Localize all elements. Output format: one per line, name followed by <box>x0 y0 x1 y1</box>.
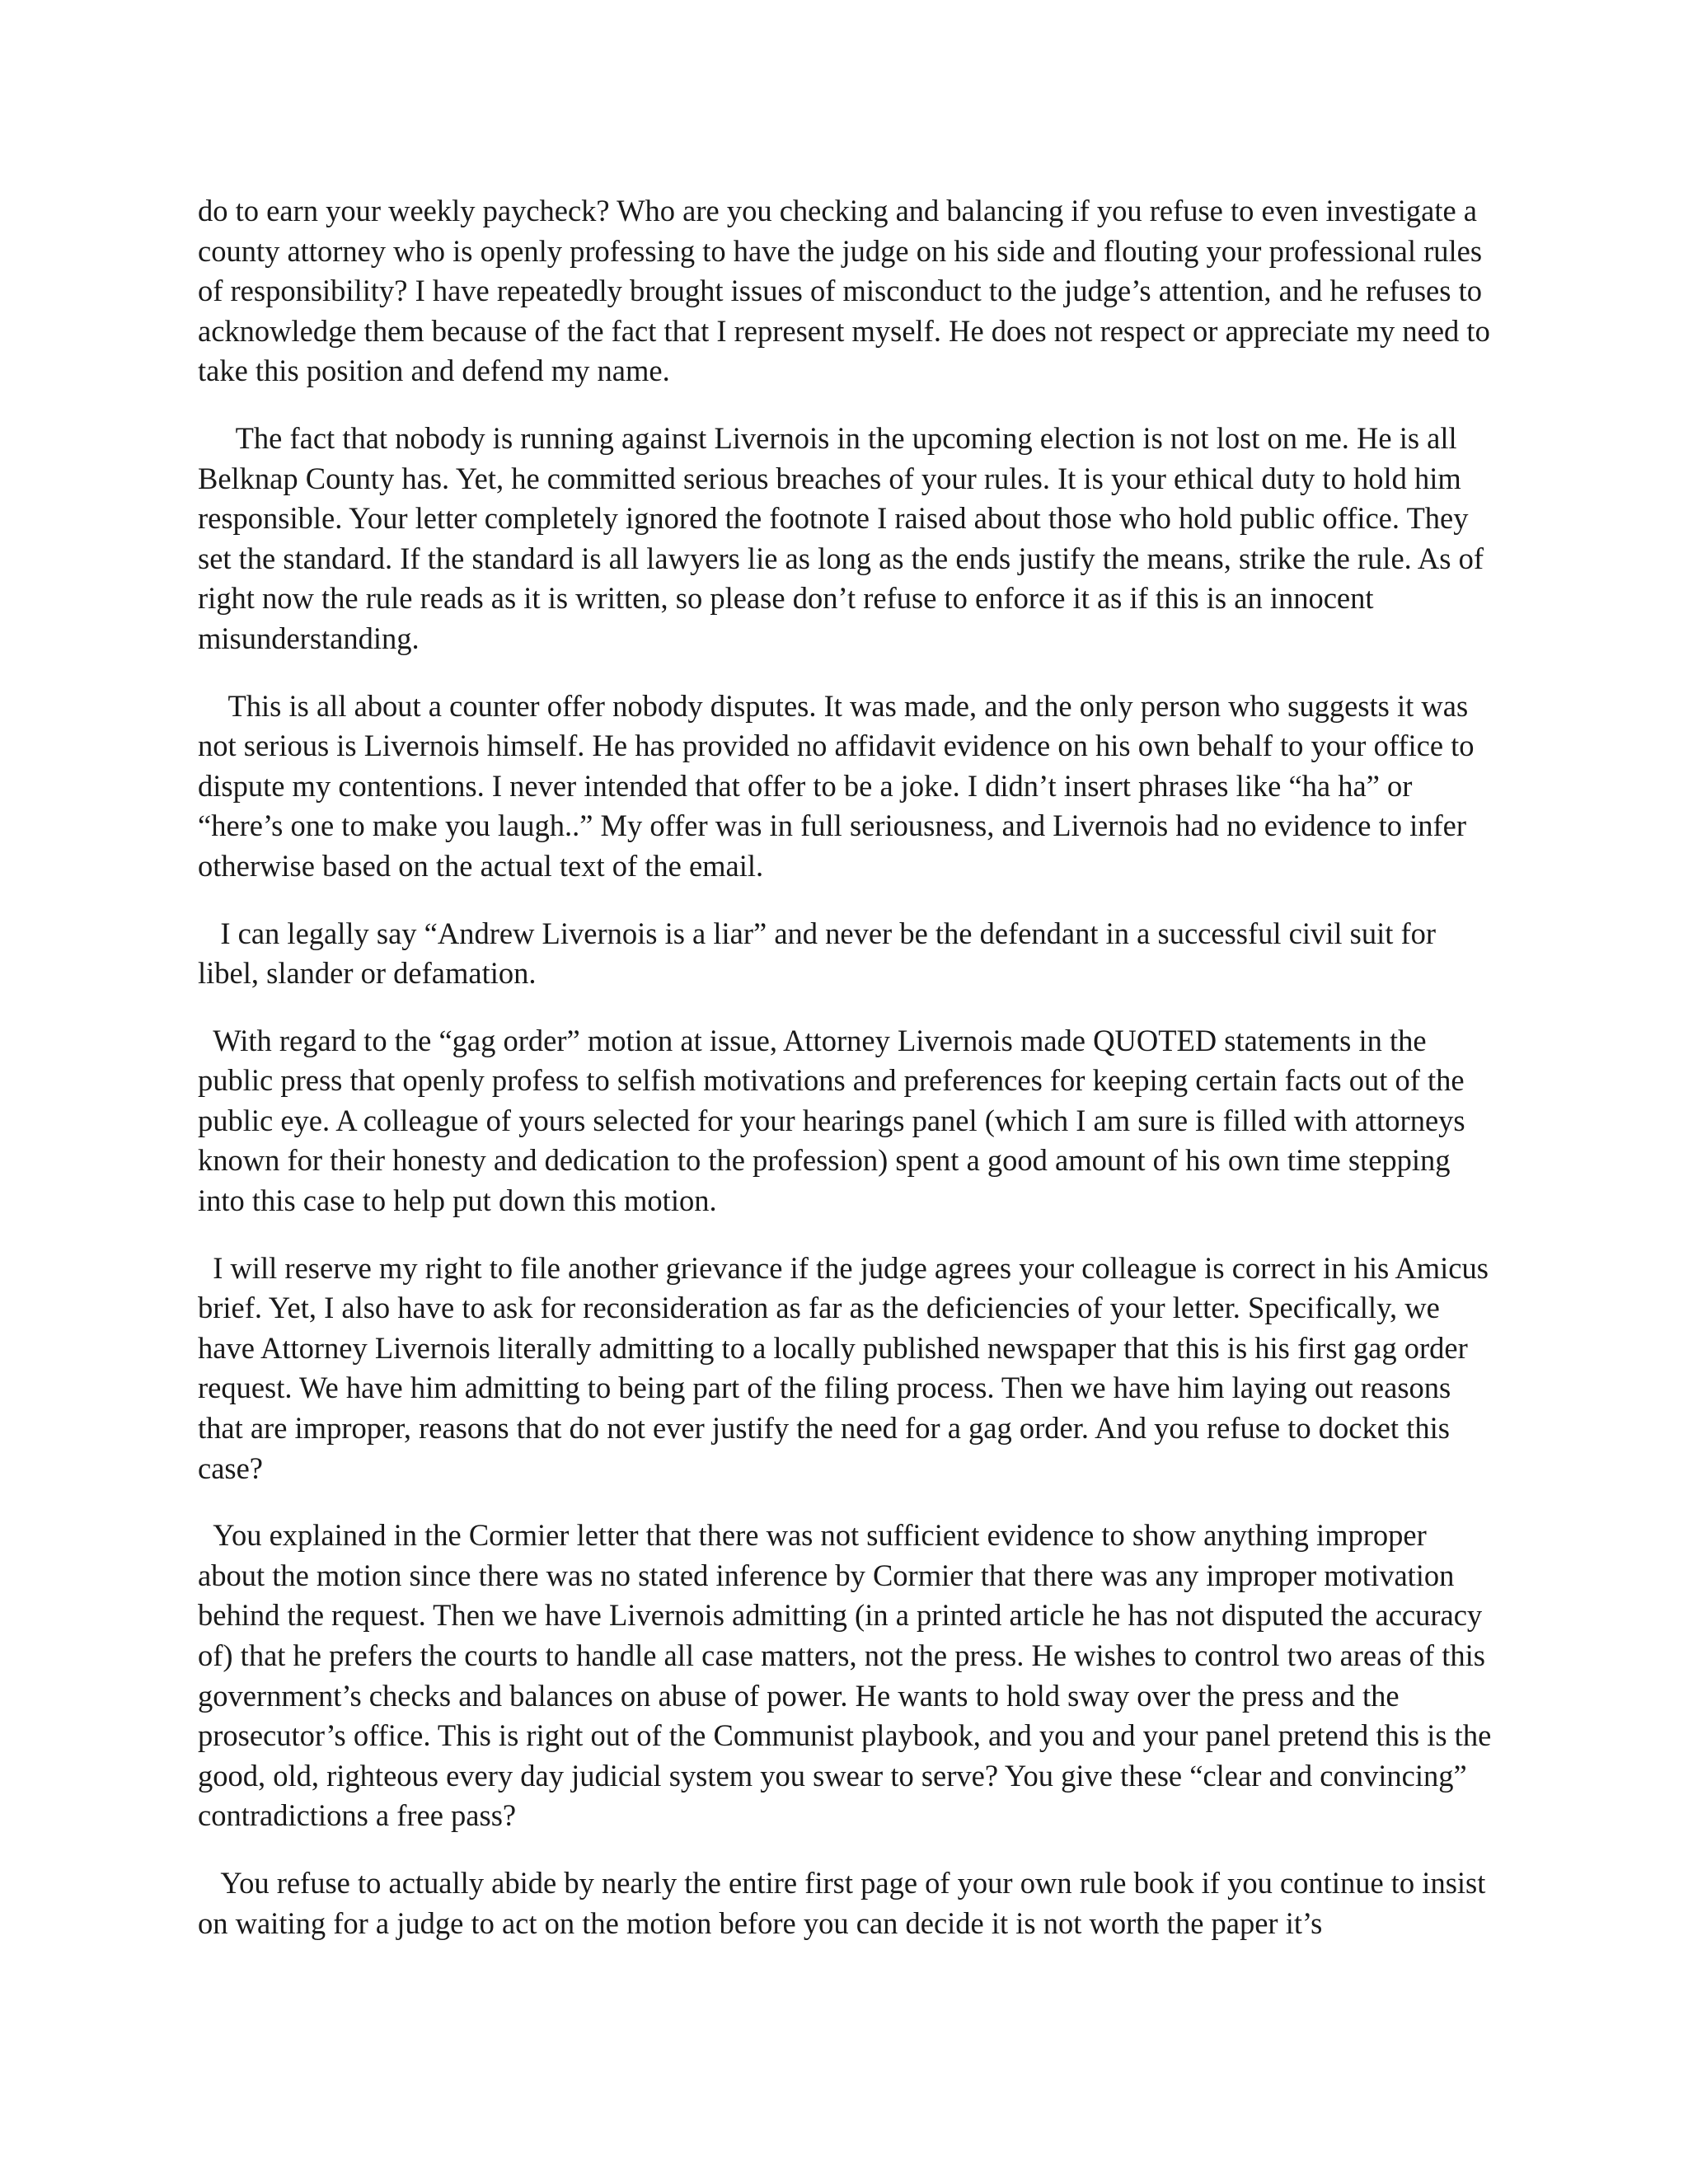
paragraph-5: With regard to the “gag order” motion at issue, Attorney Livernois made QUOTED statements in the public press that openly profess to selfish motivations and preferences for keeping certain facts out of the public eye. A colleague of yours selected for your hearings panel (which I am sure is filled with attorneys known for their honesty and dedication to the profession) spent a good amount of his own time stepping into this case to help put down this motion. <box>198 1023 1473 1218</box>
paragraph-6: I will reserve my right to file another grievance if the judge agrees your colleague is correct in his Amicus brief. Yet, I also have to ask for reconsideration as far as the deficiencies of your letter. Specifically, we have Attorney Livernois literally admitting to a locally published newspaper that this is his first gag order request. We have him admitting to being part of the filing process. Then we have him laying out reasons that are improper, reasons that do not ever justify the need for a gag order. And you refuse to docket this case? <box>198 1250 1497 1485</box>
document-body <box>198 191 1499 1971</box>
paragraph-2: The fact that nobody is running against Livernois in the upcoming election is not lost on me. He is all Belknap County has. Yet, he committed serious breaches of your rules. It is your ethical duty to hold him responsible. Your letter completely ignored the footnote I raised about those who hold public office. They set the standard. If the standard is all lawyers lie as long as the ends justify the means, strike the rule. As of right now the rule reads as it is written, so please don’t refuse to enforce it as if this is an innocent misunderstanding. <box>198 420 1492 655</box>
paragraph-3: This is all about a counter offer nobody disputes. It was made, and the only person who suggests it was not serious is Livernois himself. He has provided no affidavit evidence on his own behalf to your office to dispute my contentions. I never intended that offer to be a joke. I didn’t insert phrases like “ha ha” or “here’s one to make you laugh..” My offer was in full seriousness, and Livernois had no evidence to infer otherwise based on the actual text of the email. <box>198 688 1482 883</box>
paragraph-4: I can legally say “Andrew Livernois is a liar” and never be the defendant in a successful civil suit for libel, slander or defamation. <box>198 916 1444 991</box>
paragraph-1: do to earn your weekly paycheck? Who are you checking and balancing if you refuse to even investigate a county attorney who is openly professing to have the judge on his side and flouting your professional rules of responsibility? I have repeatedly brought issues of misconduct to the judge’s attention, and he refuses to acknowledge them because of the fact that I represent myself. He does not respect or appreciate my need to take this position and defend my name. <box>198 194 1498 388</box>
paragraph-7: You explained in the Cormier letter that there was not sufficient evidence to show anything improper about the motion since there was no stated inference by Cormier that there was any improper motivation behind the request. Then we have Livernois admitting (in a printed article he has not disputed the accuracy of) that he prefers the courts to handle all case matters, not the press. He wishes to control two areas of this government’s checks and balances on abuse of power. He wants to hold sway over the press and the prosecutor’s office. This is right out of the Communist playbook, and you and your panel pretend this is the good, old, righteous every day judicial system you swear to serve? You give these “clear and convincing” contradictions a free pass? <box>198 1518 1499 1833</box>
paragraph-8: You refuse to actually abide by nearly the entire first page of your own rule book if you continue to insist on waiting for a judge to act on the motion before you can decide it is not worth the paper it’s <box>198 1865 1493 1940</box>
